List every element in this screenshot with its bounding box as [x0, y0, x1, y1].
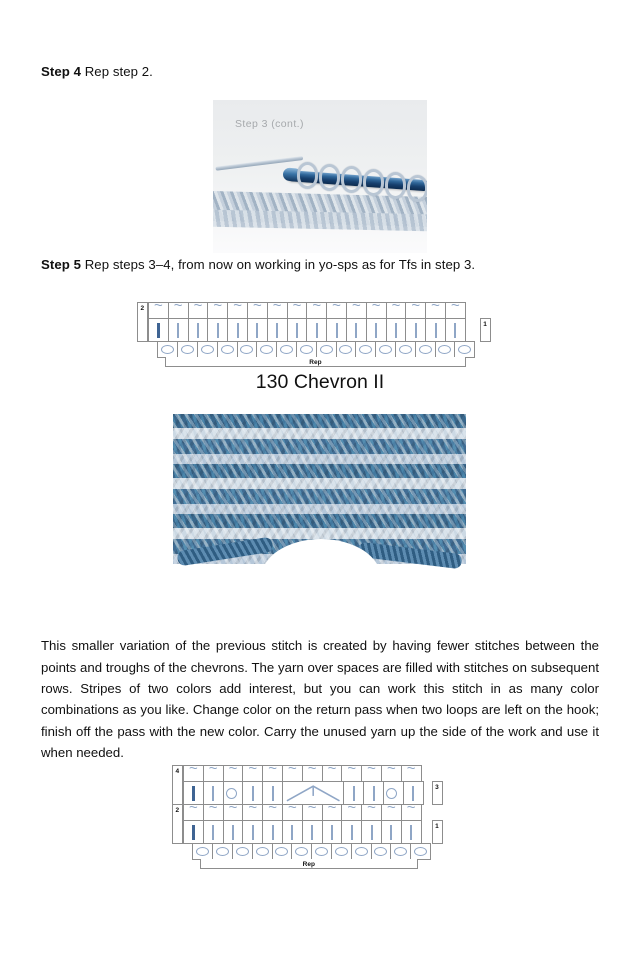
chart-cell [287, 302, 308, 319]
chart-cell [207, 318, 228, 342]
chart-cell [282, 820, 303, 844]
chain-oval-icon [320, 345, 333, 354]
chart-cell [287, 318, 308, 342]
chart-cell [302, 765, 323, 782]
swatch-bottom-margin [173, 571, 466, 583]
chain-oval-icon [196, 847, 209, 856]
chart-grid [183, 765, 430, 859]
chart-cell [157, 341, 178, 358]
chart-row-label [137, 302, 148, 342]
chart-cell [306, 302, 327, 319]
chart-row-number: 1 [483, 320, 487, 328]
vertical-bar-icon [217, 323, 219, 338]
chart-cell [267, 318, 288, 342]
swatch-photo [173, 414, 466, 583]
chart-cell [435, 341, 456, 358]
chain-oval-icon [414, 847, 427, 856]
chart-row [183, 765, 430, 781]
yarn-loop [319, 164, 340, 191]
yarn-over-circle-icon [226, 788, 240, 799]
chain-oval-icon [216, 847, 229, 856]
chart-cell [346, 318, 367, 342]
rep-bracket [200, 859, 418, 869]
chart-cell [425, 302, 446, 319]
rep-bracket [165, 357, 467, 367]
chart-row-number: 4 [175, 767, 180, 775]
chart-cell [322, 765, 343, 782]
tilde-icon [365, 770, 378, 777]
chart-cell [331, 843, 352, 860]
chain-oval-icon [300, 345, 313, 354]
chart-cell [223, 765, 244, 782]
vertical-bar-icon [454, 323, 456, 338]
tilde-icon [172, 307, 185, 314]
vertical-bar-icon [232, 825, 234, 840]
tilde-icon [330, 307, 343, 314]
chart-row-label [480, 318, 491, 342]
tilde-icon [231, 307, 244, 314]
tilde-icon [405, 809, 418, 816]
yarn-loop [341, 166, 362, 193]
vertical-bar-icon [276, 323, 278, 338]
tilde-icon [207, 770, 220, 777]
chart-cell [177, 341, 198, 358]
chain-oval-icon [201, 345, 214, 354]
chart-cell [247, 302, 268, 319]
tilde-icon [449, 307, 462, 314]
chart-cell [355, 341, 376, 358]
chart-row [148, 302, 474, 318]
chart-cell [395, 341, 416, 358]
tilde-icon [310, 307, 323, 314]
chart-cell [415, 341, 436, 358]
vertical-bar-icon [272, 825, 274, 840]
chart-cell [302, 804, 323, 821]
chain-oval-icon [260, 345, 273, 354]
tilde-icon [152, 307, 165, 314]
chart-cell [322, 804, 343, 821]
description-paragraph: This smaller variation of the previous stitch is created by having fewer stitches between the points and troughs of the chevrons. The yarn over spaces are filled with stitches on subsequent rows. Stripes of two colors add interest, but you can work this stitch in as many color combinations as you like. Change color on the return pass when two loops are left on the hook; finish off the pass with the new color. Carry the unused yarn up the side of the work and use it when needed. [41, 638, 599, 761]
chart-cell [183, 820, 204, 844]
chart-cell [336, 341, 357, 358]
chart-cell [262, 804, 283, 821]
vertical-bar-thick-icon [192, 825, 196, 840]
rep-label: Rep [302, 860, 315, 868]
chart-cell [203, 765, 224, 782]
tilde-icon [429, 307, 442, 314]
chart-row [192, 843, 430, 859]
rep-label: Rep [309, 358, 322, 366]
chart-cell [425, 318, 446, 342]
step-4-text: Rep step 2. [80, 64, 153, 79]
chart-row [183, 820, 430, 843]
step-5-label: Step 5 [41, 257, 81, 272]
chart-cell [366, 318, 387, 342]
chain-oval-icon [161, 345, 174, 354]
chain-oval-icon [236, 847, 249, 856]
chart-cell [267, 302, 288, 319]
chart-cell [282, 765, 303, 782]
chart-cell [212, 843, 233, 860]
chart-cell [262, 765, 283, 782]
chart-cell [341, 804, 362, 821]
step-5-text: Rep steps 3–4, from now on working in yo-sps as for Tfs in step 3. [80, 257, 476, 272]
chain-oval-icon [359, 345, 372, 354]
chart-cell [386, 302, 407, 319]
chart-cell [183, 765, 204, 782]
tilde-icon [191, 307, 204, 314]
chart-cell [203, 820, 224, 844]
step-4-label: Step 4 [41, 64, 81, 79]
tilde-icon [290, 307, 303, 314]
chain-oval-icon [240, 345, 253, 354]
chain-oval-icon [379, 345, 392, 354]
vertical-bar-icon [336, 323, 338, 338]
vertical-bar-icon [371, 825, 373, 840]
chart-cell [148, 318, 169, 342]
chain-oval-icon [335, 847, 348, 856]
chart-row-label [172, 765, 183, 805]
tilde-icon [385, 770, 398, 777]
yarn-loop [297, 162, 318, 189]
chart-row-label [432, 781, 443, 805]
vertical-bar-icon [351, 825, 353, 840]
chart-cell [381, 804, 402, 821]
chart-cell [148, 302, 169, 319]
tilde-icon [385, 809, 398, 816]
chart-cell [256, 341, 277, 358]
tilde-icon [207, 809, 220, 816]
chart-grid [148, 302, 474, 357]
chart-cell [375, 341, 396, 358]
yarn-over-ring [226, 788, 237, 799]
vertical-bar-icon [237, 323, 239, 338]
yarn-loop [363, 169, 384, 196]
chart-cell [390, 843, 411, 860]
pattern-title: 130 Chevron II [255, 371, 385, 393]
chart-cell [262, 820, 283, 844]
tilde-icon [306, 770, 319, 777]
chart-cell [361, 804, 382, 821]
tilde-icon [286, 770, 299, 777]
tilde-icon [345, 770, 358, 777]
chain-oval-icon [256, 847, 269, 856]
chart-cell [351, 843, 372, 860]
chart-row-number: 1 [435, 822, 439, 830]
chain-oval-icon [399, 345, 412, 354]
stitch-chart-bottom [175, 765, 439, 868]
chart-cell [405, 302, 426, 319]
chart-row-number: 2 [140, 304, 145, 312]
chart-cell [282, 804, 303, 821]
chart-cell [311, 843, 332, 860]
tilde-icon [211, 307, 224, 314]
chart-cell [341, 765, 362, 782]
chart-cell [322, 820, 343, 844]
tilde-icon [306, 809, 319, 816]
chart-cell [217, 341, 238, 358]
vertical-bar-icon [291, 825, 293, 840]
chain-oval-icon [355, 847, 368, 856]
tilde-icon [365, 809, 378, 816]
tilde-icon [246, 809, 259, 816]
vertical-bar-icon [375, 323, 377, 338]
tilde-icon [389, 307, 402, 314]
chart-cell [247, 318, 268, 342]
chain-oval-icon [275, 847, 288, 856]
chain-oval-icon [221, 345, 234, 354]
chart-cell [371, 843, 392, 860]
chart-cell [276, 341, 297, 358]
chain-oval-icon [339, 345, 352, 354]
chart-cell [410, 843, 431, 860]
vertical-bar-icon [390, 825, 392, 840]
tilde-icon [226, 809, 239, 816]
vertical-bar-icon [296, 323, 298, 338]
chart-row [148, 318, 474, 341]
chart-cell [237, 341, 258, 358]
chart-cell [291, 843, 312, 860]
step-5-instruction [41, 256, 475, 274]
vertical-bar-icon [316, 323, 318, 338]
chart-cell [252, 843, 273, 860]
chart-cell [227, 302, 248, 319]
chain-oval-icon [438, 345, 451, 354]
chart-cell [302, 820, 323, 844]
stitch-chart-top [140, 302, 487, 366]
yarn-over-circle-icon [386, 788, 400, 799]
chart-cell [203, 804, 224, 821]
tilde-icon [246, 770, 259, 777]
chart-cell [168, 302, 189, 319]
chart-cell [361, 765, 382, 782]
vertical-bar-icon [212, 825, 214, 840]
vertical-bar-icon [197, 323, 199, 338]
vertical-bar-icon [252, 825, 254, 840]
tilde-icon [325, 809, 338, 816]
chart-cell [445, 318, 466, 342]
chart-cell [223, 804, 244, 821]
vertical-bar-icon [331, 825, 333, 840]
vertical-bar-icon [311, 825, 313, 840]
tilde-icon [271, 307, 284, 314]
vertical-bar-icon [435, 323, 437, 338]
chart-cell [445, 302, 466, 319]
chart-cell [405, 318, 426, 342]
chart-row [183, 804, 430, 820]
chain-oval-icon [394, 847, 407, 856]
chart-cell [183, 804, 204, 821]
chart-cell [454, 341, 475, 358]
chart-cell [346, 302, 367, 319]
chart-cell [306, 318, 327, 342]
vertical-bar-icon [410, 825, 412, 840]
chart-row-label [432, 820, 443, 844]
chain-oval-icon [458, 345, 471, 354]
tilde-icon [409, 307, 422, 314]
step-4-instruction [41, 63, 153, 81]
tilde-icon [266, 809, 279, 816]
chart-cell [366, 302, 387, 319]
tilde-icon [325, 770, 338, 777]
tilde-icon [345, 809, 358, 816]
vertical-bar-icon [256, 323, 258, 338]
chain-oval-icon [419, 345, 432, 354]
chart-row-number: 3 [435, 783, 439, 791]
tutorial-photo-step3-cont [213, 100, 427, 253]
vertical-bar-icon [177, 323, 179, 338]
tilde-icon [187, 770, 200, 777]
chart-cell [381, 765, 402, 782]
chart-cell [296, 341, 317, 358]
vertical-bar-icon [415, 323, 417, 338]
chart-cell [242, 804, 263, 821]
chart-row [157, 341, 474, 357]
chart-cell [192, 843, 213, 860]
chart-cell [361, 820, 382, 844]
chart-row-label [172, 804, 183, 844]
chart-cell [223, 820, 244, 844]
yarn-loop [385, 172, 406, 199]
chart-cell [401, 820, 422, 844]
chart-cell [227, 318, 248, 342]
chart-cell [326, 302, 347, 319]
chart-cell [401, 804, 422, 821]
photo-caption: Step 3 (cont.) [235, 118, 304, 130]
chart-cell [242, 820, 263, 844]
tilde-icon [226, 770, 239, 777]
chart-cell [386, 318, 407, 342]
chart-cell [188, 302, 209, 319]
tilde-icon [405, 770, 418, 777]
tilde-icon [370, 307, 383, 314]
chart-cell [272, 843, 293, 860]
yarn-loop [407, 175, 427, 202]
chain-oval-icon [374, 847, 387, 856]
chain-oval-icon [181, 345, 194, 354]
chart-cell [316, 341, 337, 358]
vertical-bar-icon [395, 323, 397, 338]
chart-cell [341, 820, 362, 844]
tilde-icon [187, 809, 200, 816]
tilde-icon [266, 770, 279, 777]
tilde-icon [350, 307, 363, 314]
yarn-over-ring [386, 788, 397, 799]
chart-cell [242, 765, 263, 782]
chart-cell [381, 820, 402, 844]
chart-cell [197, 341, 218, 358]
chart-cell [232, 843, 253, 860]
chart-cell [326, 318, 347, 342]
tilde-icon [251, 307, 264, 314]
chart-cell [188, 318, 209, 342]
chart-cell [168, 318, 189, 342]
chain-oval-icon [280, 345, 293, 354]
chart-cell [401, 765, 422, 782]
chart-cell [207, 302, 228, 319]
chain-oval-icon [315, 847, 328, 856]
vertical-bar-thick-icon [157, 323, 161, 338]
vertical-bar-icon [355, 323, 357, 338]
tilde-icon [286, 809, 299, 816]
chain-oval-icon [295, 847, 308, 856]
chart-row-number: 2 [175, 806, 180, 814]
